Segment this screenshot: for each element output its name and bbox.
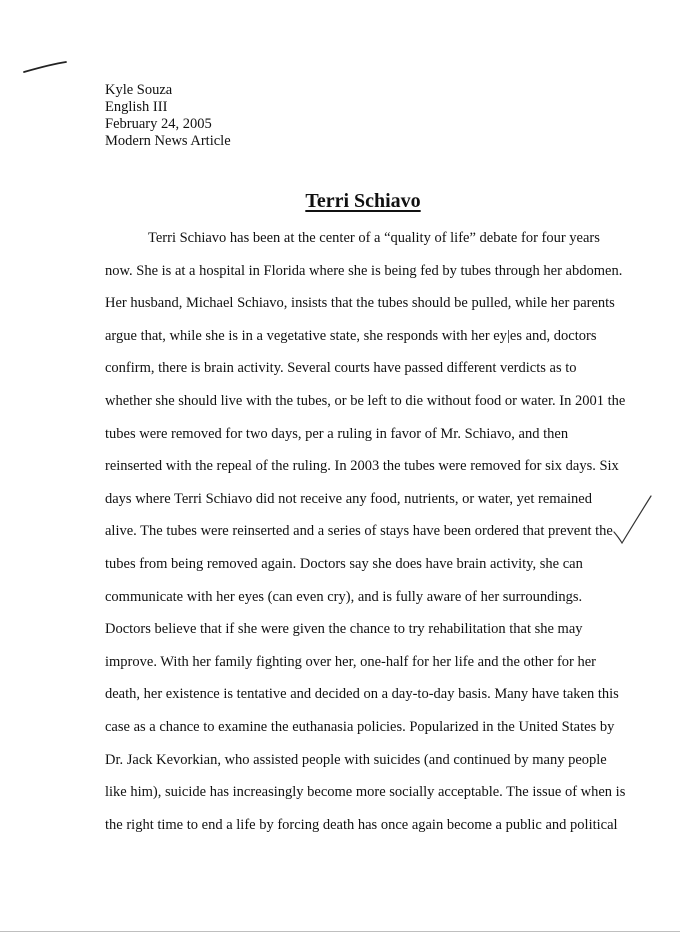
- article-body: [105, 228, 625, 847]
- body-line: reinserted with the repeal of the ruling. In 2003 the tubes were removed for six days. Six: [105, 458, 619, 475]
- assignment-name: Modern News Article: [105, 133, 231, 149]
- document-date: February 24, 2005: [105, 116, 212, 132]
- body-line: death, her existence is tentative and decided on a day-to-day basis. Many have taken this: [105, 686, 619, 703]
- body-line: the right time to end a life by forcing death has once again become a public and political: [105, 816, 618, 833]
- header-block: [105, 82, 231, 150]
- body-line: confirm, there is brain activity. Several courts have passed different verdicts as to: [105, 360, 577, 377]
- body-line: argue that, while she is in a vegetative state, she responds with her ey|es and, doctors: [105, 327, 597, 344]
- body-line: alive. The tubes were reinserted and a series of stays have been ordered that prevent the: [105, 523, 613, 540]
- body-line: now. She is at a hospital in Florida where she is being fed by tubes through her abdomen.: [105, 262, 623, 279]
- body-line: Her husband, Michael Schiavo, insists that the tubes should be pulled, while her parents: [105, 295, 615, 312]
- body-line: Terri Schiavo has been at the center of a “quality of life” debate for four years: [148, 230, 600, 246]
- body-line: communicate with her eyes (can even cry), and is fully aware of her surroundings.: [105, 588, 583, 605]
- body-line: Dr. Jack Kevorkian, who assisted people with suicides (and continued by many people: [105, 751, 607, 768]
- body-line: like him), suicide has increasingly become more socially acceptable. The issue of when is: [105, 784, 626, 801]
- author-name: Kyle Souza: [105, 82, 173, 98]
- body-line: Doctors believe that if she were given the chance to try rehabilitation that she may: [105, 621, 583, 638]
- course-name: English III: [105, 99, 168, 115]
- body-line: tubes from being removed again. Doctors say she does have brain activity, she can: [105, 555, 583, 572]
- page-title: Terri Schiavo: [305, 190, 421, 212]
- scan-edge-line: [0, 931, 680, 932]
- body-line: whether she should live with the tubes, or be left to die without food or water. In 2001 the: [105, 392, 626, 409]
- body-line: tubes were removed for two days, per a ruling in favor of Mr. Schiavo, and then: [105, 425, 569, 442]
- body-line: days where Terri Schiavo did not receive any food, nutrients, or water, yet remained: [105, 490, 592, 507]
- body-line: improve. With her family fighting over her, one-half for her life and the other for her: [105, 653, 596, 670]
- body-line: case as a chance to examine the euthanasia policies. Popularized in the United States by: [105, 718, 615, 735]
